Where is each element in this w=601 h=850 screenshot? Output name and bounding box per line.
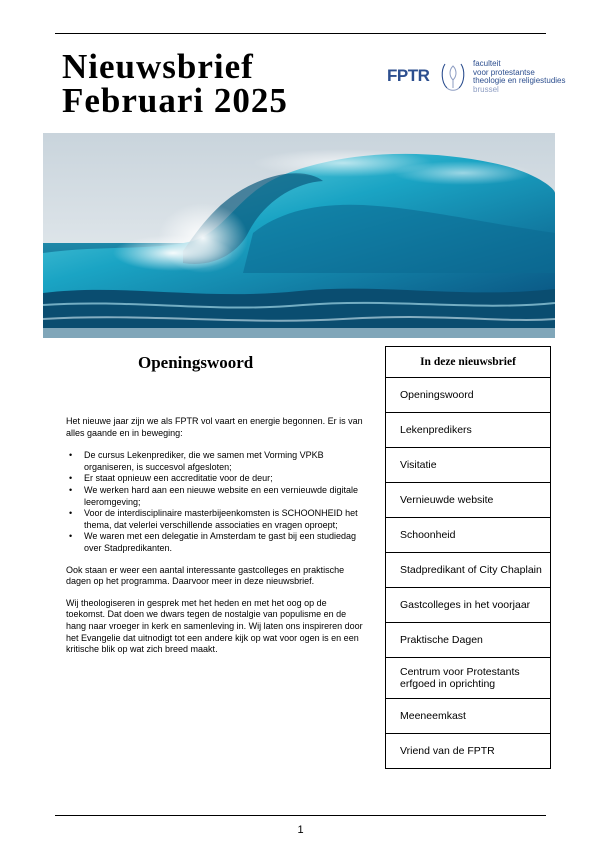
toc-heading: In deze nieuwsbrief [386, 347, 550, 378]
logo-line-2: voor protestantse [473, 67, 535, 77]
paragraph-3: Wij theologiseren in gesprek met het heden en met het oog op de toekomst. Dat doen we dwars tegen de nostalgie van populisme en de hang naar vroeger in kerk en samenleving in. Wij laten ons inspireren door het Evangelie dat uitnodigt tot een andere kijk op wat voor ogen is en een kritische blik op wat zich breed maakt. [66, 597, 363, 655]
toc-item-lekenpredikers[interactable]: Lekenpredikers [386, 413, 550, 448]
toc-item-meeneemkast[interactable]: Meeneemkast [386, 699, 550, 734]
page-number: 1 [297, 824, 304, 836]
article-heading: Openingswoord [138, 353, 254, 372]
toc-item-praktische-dagen[interactable]: Praktische Dagen [386, 623, 550, 658]
bottom-rule [55, 815, 546, 816]
list-item: • Voor de interdisciplinaire masterbijeenkomsten is SCHOONHEID het thema, dat velerlei verschillende associaties en vragen oproept; [84, 508, 366, 531]
fptr-logo [387, 59, 566, 96]
top-rule [55, 33, 546, 34]
intro-paragraph: Het nieuwe jaar zijn we als FPTR vol vaart en energie begonnen. Er is van alles gaande en in beweging: [66, 416, 363, 438]
logo-text [473, 60, 566, 94]
bullet-list [66, 450, 366, 554]
toc-item-visitatie[interactable]: Visitatie [386, 448, 550, 483]
toc-item-openingswoord[interactable]: Openingswoord [386, 378, 550, 413]
article-body [66, 416, 366, 656]
table-of-contents [385, 346, 551, 769]
list-item: • Er staat opnieuw een accreditatie voor de deur; [84, 473, 366, 485]
paragraph-2: Ook staan er weer een aantal interessante gastcolleges en praktische dagen op het programma. Daarvoor meer in deze nieuwsbrief. [66, 564, 345, 587]
wave-illustration [43, 133, 555, 338]
newsletter-title [62, 47, 288, 120]
toc-item-schoonheid[interactable]: Schoonheid [386, 518, 550, 553]
toc-item-vernieuwde-website[interactable]: Vernieuwde website [386, 483, 550, 518]
logo-wordmark: FPTR [387, 66, 430, 85]
title-line-1: Nieuwsbrief [62, 47, 254, 86]
toc-item-gastcolleges[interactable]: Gastcolleges in het voorjaar [386, 588, 550, 623]
seal-icon [439, 60, 467, 94]
toc-item-vriend-fptr[interactable]: Vriend van de FPTR [400, 744, 495, 757]
title-line-2: Februari 2025 [62, 81, 288, 120]
toc-item-centrum-erfgoed[interactable]: Centrum voor Protestants erfgoed in oprichting [386, 658, 550, 699]
list-item: • We waren met een delegatie in Amsterdam te gast bij een studiedag over Stadpredikanten. [84, 531, 366, 554]
logo-line-1: faculteit [473, 59, 501, 68]
list-item: • De cursus Lekenprediker, die we samen met Vorming VPKB organiseren, is succesvol afgesloten; [84, 450, 366, 473]
logo-line-3: theologie en religiestudies [473, 76, 566, 86]
logo-line-4: brussel [473, 84, 499, 94]
ocean-wave-image [43, 133, 555, 338]
toc-item-stadpredikant[interactable]: Stadpredikant of City Chaplain [386, 553, 550, 588]
list-item: • We werken hard aan een nieuwe website en een vernieuwde digitale leeromgeving; [84, 485, 366, 508]
